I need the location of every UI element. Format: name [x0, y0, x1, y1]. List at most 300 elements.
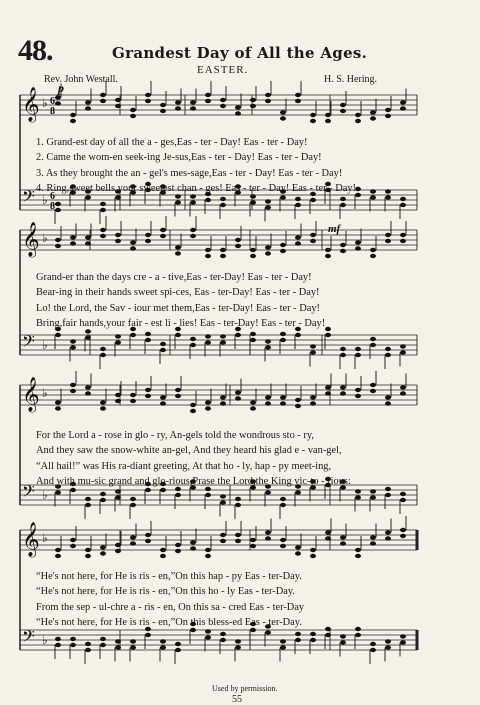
note-head: [100, 208, 106, 212]
note-head: [280, 332, 286, 336]
note-head: [190, 403, 196, 407]
note-head: [175, 388, 181, 392]
note-head: [310, 638, 316, 642]
note-head: [220, 98, 226, 102]
note-head: [85, 106, 91, 110]
note-head: [205, 554, 211, 558]
note-head: [220, 340, 226, 344]
note-head: [325, 530, 331, 534]
note-head: [355, 633, 361, 637]
note-head: [220, 197, 226, 201]
note-head: [130, 246, 136, 250]
note-head: [115, 645, 121, 649]
note-head: [160, 109, 166, 113]
note-head: [160, 228, 166, 232]
note-head: [70, 544, 76, 548]
note-head: [115, 399, 121, 403]
lyric-line: Lo! the Lord, the Sav - iour met them,Eas - ter-Day! Eas - ter - Day!: [36, 302, 320, 314]
note-head: [160, 342, 166, 346]
note-head: [220, 539, 226, 543]
note-head: [160, 645, 166, 649]
lyric-line: “He's not here, for He is ris - en,”On this ho - ly Eas - ter-Day.: [36, 586, 295, 598]
time-signature: 6: [50, 96, 55, 107]
note-head: [85, 391, 91, 395]
note-head: [250, 406, 256, 410]
note-head: [130, 393, 136, 397]
note-head: [355, 394, 361, 398]
note-head: [100, 234, 106, 238]
hymn-number: 48.: [18, 34, 53, 67]
note-head: [325, 119, 331, 123]
note-head: [160, 234, 166, 238]
note-head: [385, 108, 391, 112]
note-head: [205, 548, 211, 552]
flat-sign-icon: ♭: [42, 488, 48, 502]
note-head: [175, 245, 181, 249]
note-head: [295, 241, 301, 245]
note-head: [205, 340, 211, 344]
note-head: [340, 535, 346, 539]
lyric-line: For the Lord a - rose in glo - ry, An-gels told the wondrous sto - ry,: [36, 430, 314, 441]
note-head: [70, 241, 76, 245]
note-head: [205, 334, 211, 338]
note-head: [280, 639, 286, 643]
lyric-line: “He's not here, for He is ris - en,”On this bless-ed Eas - ter-Day.: [36, 616, 302, 628]
note-head: [70, 538, 76, 542]
note-head: [265, 536, 271, 540]
note-head: [370, 535, 376, 539]
note-head: [310, 113, 316, 117]
note-head: [85, 648, 91, 652]
note-head: [340, 391, 346, 395]
note-head: [340, 541, 346, 545]
note-head: [205, 254, 211, 258]
note-head: [145, 394, 151, 398]
note-head: [85, 385, 91, 389]
note-head: [175, 648, 181, 652]
note-head: [130, 541, 136, 545]
note-head: [85, 642, 91, 646]
note-head: [325, 385, 331, 389]
hymn-title: Grandest Day of All the Ages.: [112, 44, 368, 62]
note-head: [55, 101, 61, 105]
note-head: [160, 554, 166, 558]
note-head: [340, 640, 346, 644]
lyric-line: 1. Grand-est day of all the a - ges,Eas - ter - Day! Eas - ter - Day!: [36, 137, 308, 148]
note-head: [145, 388, 151, 392]
note-head: [205, 406, 211, 410]
lyrics-system-1: [36, 135, 426, 196]
note-head: [250, 400, 256, 404]
flat-sign-icon: ♭: [42, 231, 48, 245]
note-head: [190, 106, 196, 110]
note-head: [385, 493, 391, 497]
treble-clef-icon: 𝄞: [22, 222, 40, 257]
bass-clef-icon: 𝄢: [22, 481, 35, 505]
note-head: [280, 249, 286, 253]
note-head: [400, 391, 406, 395]
note-head: [130, 399, 136, 403]
note-head: [115, 393, 121, 397]
note-head: [175, 100, 181, 104]
note-head: [115, 334, 121, 338]
note-head: [55, 637, 61, 641]
note-head: [115, 549, 121, 553]
note-head: [250, 338, 256, 342]
flat-sign-icon: ♭: [42, 633, 48, 647]
note-head: [205, 99, 211, 103]
note-head: [400, 344, 406, 348]
note-head: [265, 205, 271, 209]
note-head: [400, 634, 406, 638]
note-head: [400, 492, 406, 496]
note-head: [145, 539, 151, 543]
note-head: [355, 240, 361, 244]
note-head: [205, 248, 211, 252]
note-head: [85, 235, 91, 239]
note-head: [295, 638, 301, 642]
note-head: [85, 335, 91, 339]
note-head: [385, 639, 391, 643]
note-head: [265, 251, 271, 255]
lyric-line: And with mu-sic grand and glo-rious,Prase the Lord,the King vic-to - rious:: [36, 475, 351, 487]
note-head: [265, 199, 271, 203]
note-head: [145, 99, 151, 103]
bass-clef-icon: 𝄢: [22, 626, 35, 650]
note-head: [310, 239, 316, 243]
note-head: [100, 400, 106, 404]
note-head: [235, 539, 241, 543]
note-head: [310, 395, 316, 399]
note-head: [115, 543, 121, 547]
note-head: [355, 388, 361, 392]
time-signature: 6: [50, 191, 55, 202]
note-head: [175, 543, 181, 547]
note-head: [220, 248, 226, 252]
time-signature: 8: [50, 201, 55, 212]
note-head: [160, 401, 166, 405]
note-head: [160, 348, 166, 352]
note-head: [220, 254, 226, 258]
note-head: [145, 233, 151, 237]
note-head: [70, 113, 76, 117]
note-head: [385, 239, 391, 243]
note-head: [370, 389, 376, 393]
note-head: [280, 243, 286, 247]
lyric-line: 3. As they brought the an - gel's mes-sage,Eas - ter - Day! Eas - ter - Day!: [36, 167, 343, 179]
note-head: [220, 203, 226, 207]
note-head: [400, 239, 406, 243]
note-head: [100, 492, 106, 496]
page-number: 55: [232, 694, 242, 705]
note-head: [340, 249, 346, 253]
note-head: [280, 110, 286, 114]
note-head: [85, 497, 91, 501]
note-head: [280, 116, 286, 120]
note-head: [85, 503, 91, 507]
note-head: [250, 104, 256, 108]
note-head: [55, 400, 61, 404]
flat-sign-icon: ♭: [42, 531, 48, 545]
note-head: [340, 197, 346, 201]
note-head: [265, 245, 271, 249]
note-head: [280, 497, 286, 501]
note-head: [280, 503, 286, 507]
note-head: [115, 495, 121, 499]
lyric-line: 4. Ring,sweet bells,your sweetest chan - ges! Eas - ter - Day! Eas - ter - Day!: [36, 182, 356, 194]
flat-sign-icon: ♭: [42, 193, 48, 207]
note-head: [100, 99, 106, 103]
note-head: [55, 238, 61, 242]
note-head: [250, 248, 256, 252]
note-head: [55, 95, 61, 99]
note-head: [100, 498, 106, 502]
note-head: [325, 536, 331, 540]
note-head: [220, 533, 226, 537]
note-head: [265, 630, 271, 634]
note-head: [235, 533, 241, 537]
note-head: [205, 198, 211, 202]
note-head: [310, 198, 316, 202]
note-head: [295, 490, 301, 494]
note-head: [115, 98, 121, 102]
note-head: [385, 530, 391, 534]
note-head: [310, 344, 316, 348]
note-head: [220, 395, 226, 399]
note-head: [220, 494, 226, 498]
note-head: [340, 353, 346, 357]
note-head: [265, 490, 271, 494]
note-head: [370, 337, 376, 341]
note-head: [400, 498, 406, 502]
note-head: [100, 228, 106, 232]
note-head: [175, 549, 181, 553]
note-head: [355, 554, 361, 558]
note-head: [145, 338, 151, 342]
note-head: [265, 339, 271, 343]
note-head: [160, 103, 166, 107]
note-head: [355, 347, 361, 351]
note-head: [235, 333, 241, 337]
note-head: [400, 534, 406, 538]
note-head: [70, 235, 76, 239]
note-head: [190, 540, 196, 544]
note-head: [370, 495, 376, 499]
note-head: [190, 200, 196, 204]
note-head: [70, 637, 76, 641]
note-head: [145, 93, 151, 97]
note-head: [340, 347, 346, 351]
note-head: [250, 332, 256, 336]
note-head: [85, 100, 91, 104]
note-head: [370, 541, 376, 545]
dynamic-marking: p: [58, 81, 64, 95]
note-head: [340, 634, 346, 638]
note-head: [70, 383, 76, 387]
note-head: [175, 106, 181, 110]
note-head: [145, 239, 151, 243]
note-head: [265, 93, 271, 97]
note-head: [130, 240, 136, 244]
note-head: [175, 642, 181, 646]
note-head: [310, 632, 316, 636]
note-head: [130, 114, 136, 118]
note-head: [310, 548, 316, 552]
note-head: [220, 104, 226, 108]
note-head: [400, 106, 406, 110]
note-head: [175, 394, 181, 398]
note-head: [295, 398, 301, 402]
note-head: [220, 500, 226, 504]
note-head: [100, 353, 106, 357]
lyric-line: “All hail!” was His ra-diant greeting, At that ho - ly, hap - py meet-ing,: [36, 460, 332, 472]
note-head: [235, 639, 241, 643]
dynamic-marking: mf: [328, 223, 341, 235]
note-head: [280, 538, 286, 542]
note-head: [160, 548, 166, 552]
note-head: [295, 235, 301, 239]
note-head: [130, 333, 136, 337]
lyrics-system-4: [36, 569, 426, 630]
note-head: [385, 536, 391, 540]
note-head: [310, 401, 316, 405]
note-head: [190, 546, 196, 550]
note-head: [400, 233, 406, 237]
note-head: [340, 385, 346, 389]
note-head: [55, 548, 61, 552]
note-head: [370, 383, 376, 387]
note-head: [100, 643, 106, 647]
note-head: [145, 633, 151, 637]
note-head: [280, 401, 286, 405]
note-head: [100, 202, 106, 206]
note-head: [295, 93, 301, 97]
note-head: [355, 119, 361, 123]
bass-clef-icon: 𝄢: [22, 186, 35, 210]
note-head: [70, 389, 76, 393]
time-signature: 8: [50, 106, 55, 117]
note-head: [55, 333, 61, 337]
note-head: [235, 390, 241, 394]
note-head: [205, 93, 211, 97]
note-head: [55, 554, 61, 558]
note-head: [115, 233, 121, 237]
note-head: [130, 535, 136, 539]
note-head: [295, 197, 301, 201]
note-head: [400, 385, 406, 389]
note-head: [220, 401, 226, 405]
note-head: [100, 637, 106, 641]
note-head: [385, 114, 391, 118]
note-head: [400, 197, 406, 201]
note-head: [355, 353, 361, 357]
note-head: [55, 643, 61, 647]
note-head: [235, 244, 241, 248]
note-head: [115, 639, 121, 643]
note-head: [370, 648, 376, 652]
note-head: [115, 104, 121, 108]
note-head: [70, 345, 76, 349]
flat-sign-icon: ♭: [42, 338, 48, 352]
note-head: [250, 254, 256, 258]
note-head: [70, 643, 76, 647]
note-head: [190, 337, 196, 341]
note-head: [400, 528, 406, 532]
note-head: [235, 645, 241, 649]
note-head: [280, 338, 286, 342]
note-head: [325, 248, 331, 252]
note-head: [250, 538, 256, 542]
note-head: [205, 493, 211, 497]
note-head: [355, 246, 361, 250]
note-head: [295, 404, 301, 408]
note-head: [295, 99, 301, 103]
note-head: [385, 395, 391, 399]
note-head: [325, 633, 331, 637]
note-head: [340, 203, 346, 207]
note-head: [115, 340, 121, 344]
note-head: [175, 200, 181, 204]
note-head: [400, 640, 406, 644]
note-head: [100, 551, 106, 555]
note-head: [295, 551, 301, 555]
lyric-line: Bear-ing in their hands sweet spi-ces, Eas - ter-Day! Eas - ter - Day!: [36, 287, 320, 299]
note-head: [340, 243, 346, 247]
lyric-line: “He's not here, for He is ris - en,”On this hap - py Eas - ter-Day.: [36, 571, 302, 582]
note-head: [400, 203, 406, 207]
note-head: [190, 343, 196, 347]
note-head: [130, 108, 136, 112]
note-head: [85, 554, 91, 558]
note-head: [370, 110, 376, 114]
note-head: [175, 333, 181, 337]
note-head: [55, 208, 61, 212]
note-head: [370, 116, 376, 120]
note-head: [310, 119, 316, 123]
note-head: [265, 395, 271, 399]
note-head: [265, 99, 271, 103]
note-head: [235, 503, 241, 507]
note-head: [220, 638, 226, 642]
note-head: [385, 645, 391, 649]
bass-clef-icon: 𝄢: [22, 331, 35, 355]
note-head: [235, 105, 241, 109]
note-head: [355, 548, 361, 552]
note-head: [325, 113, 331, 117]
note-head: [370, 489, 376, 493]
note-head: [220, 334, 226, 338]
note-head: [130, 503, 136, 507]
lyric-line: And they saw the snow-white an-gel, And they heard his glad e - van-gel,: [36, 445, 342, 457]
lyric-line: 2. Came the wom-en seek-ing Je-sus,Eas - ter - Day! Eas - ter - Day!: [36, 152, 322, 164]
note-head: [100, 347, 106, 351]
note-head: [55, 244, 61, 248]
lyrics-system-2: [36, 270, 426, 331]
note-head: [160, 395, 166, 399]
note-head: [355, 495, 361, 499]
note-head: [190, 100, 196, 104]
note-head: [70, 339, 76, 343]
lyric-line: From the sep - ul-chre a - ris - en, On this sa - cred Eas - ter-Day: [36, 601, 305, 613]
note-head: [235, 497, 241, 501]
note-head: [190, 234, 196, 238]
note-head: [355, 489, 361, 493]
note-head: [250, 544, 256, 548]
treble-clef-icon: 𝄞: [22, 87, 40, 122]
note-head: [130, 639, 136, 643]
note-head: [130, 497, 136, 501]
note-head: [145, 533, 151, 537]
